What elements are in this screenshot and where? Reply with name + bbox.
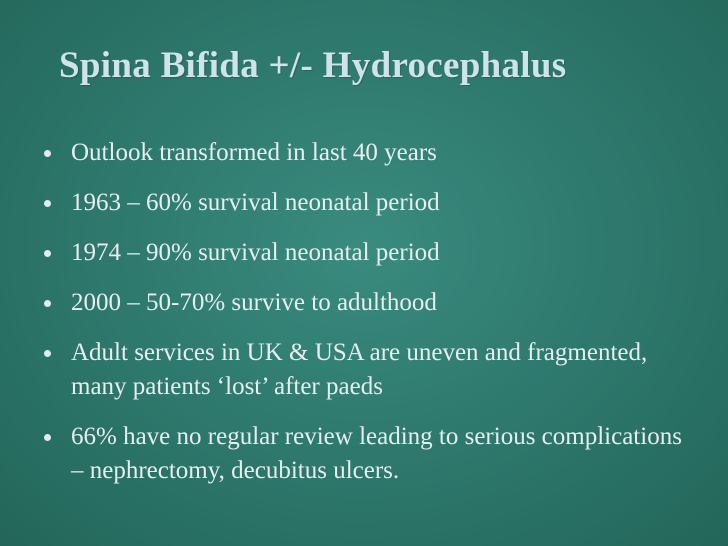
bullet-dot-icon (44, 300, 51, 307)
bullet-text: 1963 – 60% survival neonatal period (71, 189, 440, 216)
bullet-item (44, 186, 684, 220)
bullet-dot-icon (44, 434, 51, 441)
bullet-item (44, 136, 684, 170)
bullet-item (44, 336, 684, 404)
bullet-dot-icon (44, 350, 51, 357)
bullet-text: Adult services in UK & USA are uneven and fragmented, many patients ‘lost’ after paeds (71, 339, 648, 400)
bullet-text: 1974 – 90% survival neonatal period (71, 239, 440, 266)
bullet-item (44, 236, 684, 270)
bullet-text: Outlook transformed in last 40 years (71, 139, 437, 166)
bullet-text: 2000 – 50-70% survive to adulthood (71, 289, 437, 316)
bullet-text: 66% have no regular review leading to serious complications – nephrectomy, decubitus ulcers. (71, 423, 682, 484)
slide-title: Spina Bifida +/- Hydrocephalus (59, 45, 567, 86)
bullet-dot-icon (44, 200, 51, 207)
bullet-dot-icon (44, 150, 51, 157)
bullet-item (44, 420, 684, 488)
bullet-item (44, 286, 684, 320)
bullet-list (44, 136, 684, 504)
bullet-dot-icon (44, 250, 51, 257)
